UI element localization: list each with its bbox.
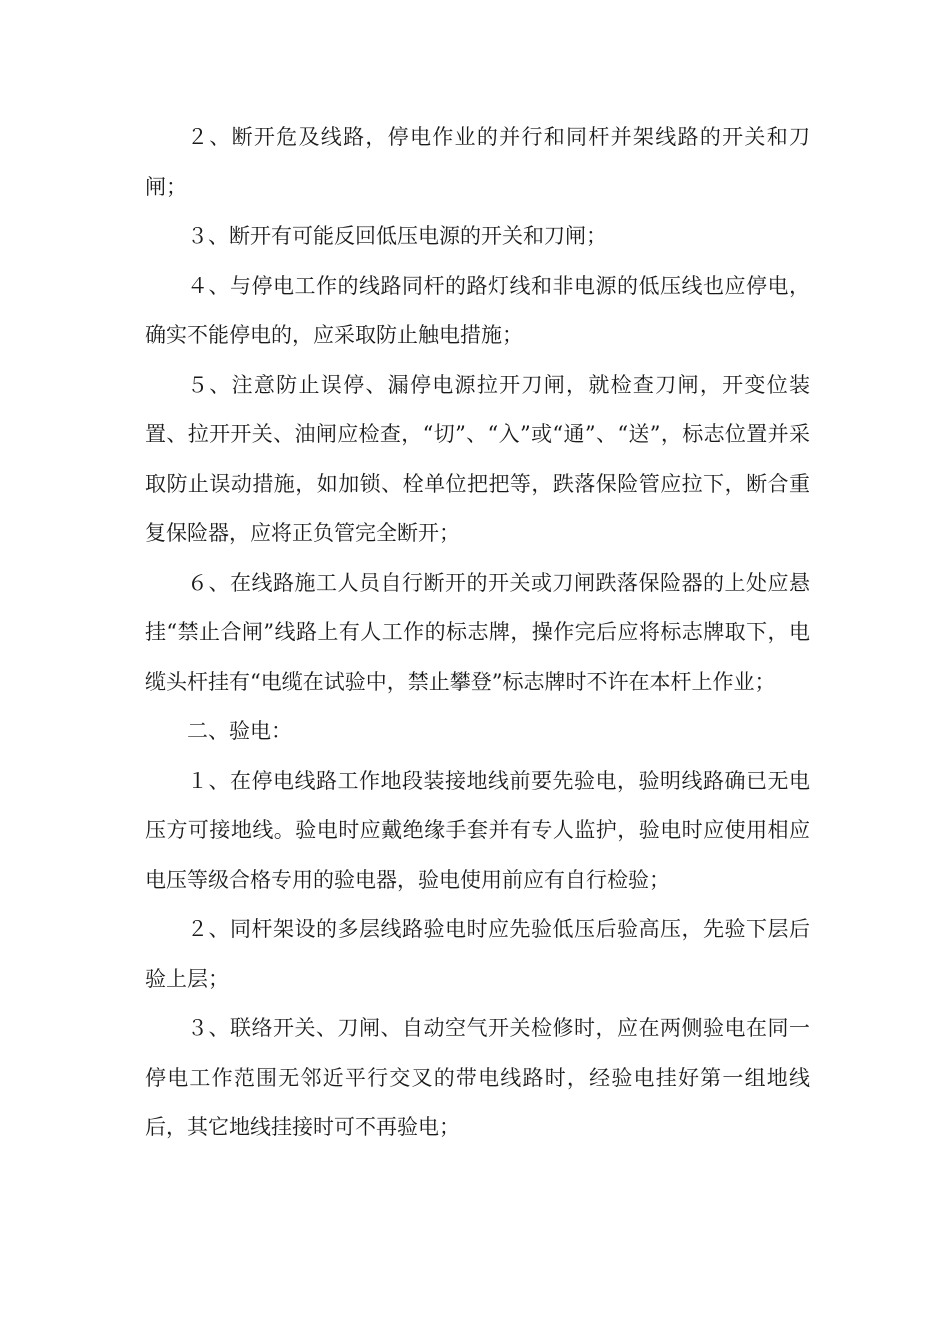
paragraph-warning-signs: ６、在线路施工人员自行断开的开关或刀闸跌落保险器的上处应悬挂“禁止合闸”线路上有人工作的标志牌，操作完后应将标志牌取下，电缆头杆挂有“电缆在试验中，禁止攀登”标志牌时不许在本杆上作业； [145,570,810,694]
paragraph-disconnect-low-voltage-backfeed: ３、断开有可能反回低压电源的开关和刀闸； [187,224,607,248]
paragraph-prevent-misoperation: ５、注意防止误停、漏停电源拉开刀闸，就检查刀闸，开变位装置、拉开开关、油闸应检查，“切”、“入”或“通”、“送”，标志位置并采取防止误动措施，如加锁、栓单位把把等，跌落保险管应拉下，断合重复保险器，应将正负管完全断开； [145,372,810,545]
document-body [145,113,810,1153]
paragraph-multilayer-test-order: ２、同杆架设的多层线路验电时应先验低压后验高压，先验下层后验上层； [145,917,810,991]
paragraph-disconnect-parallel-lines: ２、断开危及线路，停电作业的并行和同杆并架线路的开关和刀闸； [145,125,810,199]
paragraph-tie-switch-test: ３、联络开关、刀闸、自动空气开关检修时，应在两侧验电在同一停电工作范围无邻近平行交叉的带电线路时，经验电挂好第一组地线后，其它地线挂接时可不再验电； [145,1016,810,1139]
paragraph-streetlight-lines: ４、与停电工作的线路同杆的路灯线和非电源的低压线也应停电，确实不能停电的，应采取防止触电措施； [145,273,810,347]
section-heading-voltage-test: 二、验电： [187,719,292,743]
paragraph-test-before-grounding: １、在停电线路工作地段装接地线前要先验电，验明线路确已无电压方可接地线。验电时应戴绝缘手套并有专人监护，验电时应使用相应电压等级合格专用的验电器，验电使用前应有自行检验； [145,768,810,892]
